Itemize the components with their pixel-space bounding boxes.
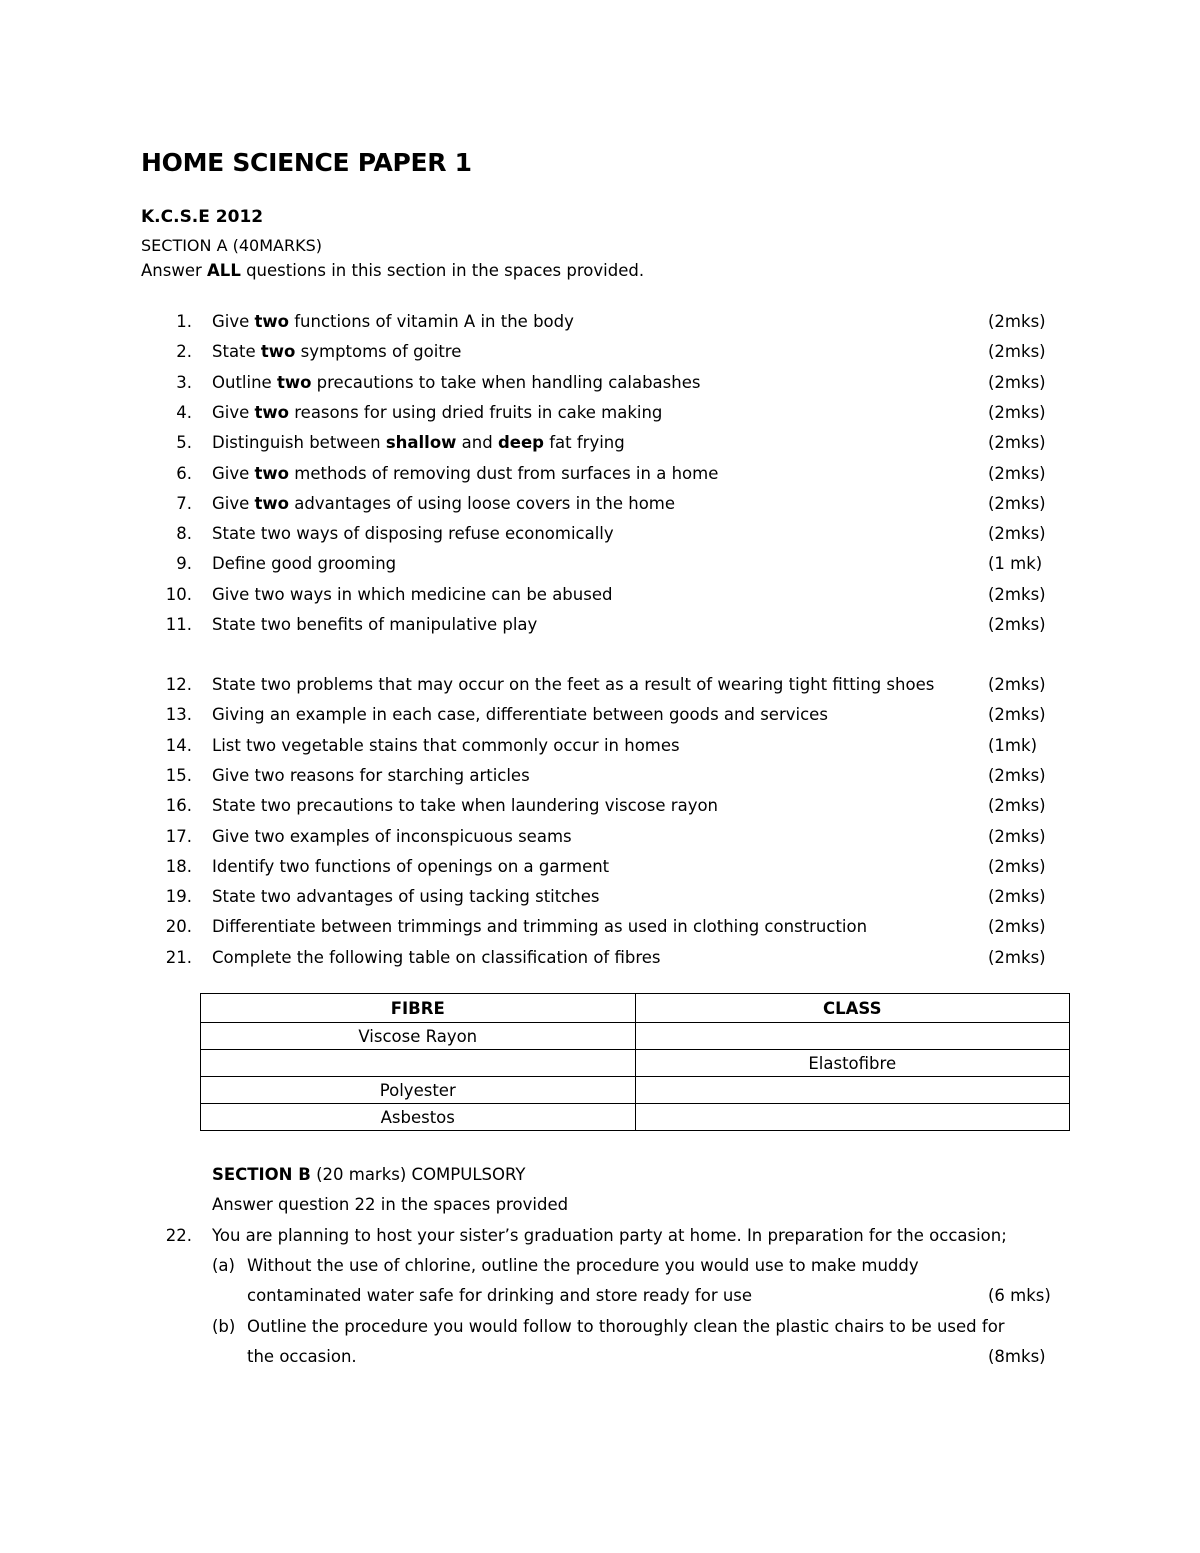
page-title: HOME SCIENCE PAPER 1 [141,148,472,177]
question-text-post: reasons for using dried fruits in cake making [289,402,663,422]
question-text-bold: two [254,493,289,513]
question-text-pre: State two precautions to take when laundering viscose rayon [212,796,719,816]
table-header-row [201,994,1070,1023]
question-marks: (2mks) [988,433,1046,453]
question-text [212,342,461,361]
question-number: 9. [176,554,192,574]
question-text-post: methods of removing dust from surfaces in a home [289,463,719,483]
question-number: 6. [176,463,192,483]
table-cell-class [635,1077,1070,1104]
question-number: 3. [176,372,192,392]
question-marks: (2mks) [988,856,1046,876]
question-number: 8. [176,524,192,544]
question-number: 14. [165,735,192,755]
question-marks: (2mks) [988,826,1046,846]
table-header-fibre: FIBRE [201,994,636,1023]
table-cell-fibre: Viscose Rayon [201,1023,636,1050]
fibre-classification-table [200,993,1070,1131]
question-text-pre: State two advantages of using tacking stitches [212,887,600,907]
question-marks: (2mks) [988,312,1046,331]
question-text-mid: and [456,433,498,453]
question-marks: (2mks) [988,402,1046,422]
question-text [212,433,625,452]
question-marks: (2mks) [988,493,1046,513]
question-text-pre: Give two reasons for starching articles [212,765,530,785]
question-text [212,373,700,392]
section-a-instruction [141,261,644,280]
question-text-pre: Define good grooming [212,554,397,574]
question-marks: (2mks) [988,372,1046,392]
question-item [0,705,1200,729]
question-text-bold2: deep [497,433,544,453]
part-marks: (8mks) [988,1347,1046,1366]
question-marks: (1 mk) [988,554,1043,574]
question-text-post: functions of vitamin A in the body [289,312,574,331]
question-item [0,312,1200,336]
question-item [0,342,1200,366]
question-item [0,857,1200,881]
table-cell-class [635,1023,1070,1050]
table-cell-fibre: Polyester [201,1077,636,1104]
question-item [0,675,1200,699]
question-text [212,857,609,876]
question-number: 22. [165,1226,192,1245]
part-text-line-2: contaminated water safe for drinking and store ready for use [247,1286,753,1305]
question-item [0,433,1200,457]
question-text [212,524,614,543]
question-text [212,312,574,331]
question-text-pre: State two ways of disposing refuse economically [212,524,614,544]
question-text-post: symptoms of goitre [295,342,462,362]
question-number: 4. [176,402,192,422]
question-item [0,403,1200,427]
question-text-pre: Complete the following table on classification of fibres [212,947,661,967]
question-marks: (2mks) [988,887,1046,907]
question-number: 20. [165,917,192,937]
question-text [212,554,396,573]
question-text-pre: List two vegetable stains that commonly occur in homes [212,735,680,755]
question-marks: (2mks) [988,917,1046,937]
table-cell-class: Elastofibre [635,1050,1070,1077]
question-item [0,615,1200,639]
question-text [212,917,867,936]
question-number: 15. [165,765,192,785]
question-item [0,736,1200,760]
question-text-pre: Give [212,402,255,422]
question-text-pre: Distinguish between [212,433,386,453]
question-text [212,766,530,785]
question-marks: (2mks) [988,342,1046,362]
table-cell-fibre: Asbestos [201,1104,636,1131]
question-text-pre: Give two examples of inconspicuous seams [212,826,572,846]
question-text-bold: two [254,402,289,422]
question-text-pre: Giving an example in each case, differentiate between goods and services [212,705,828,725]
question-marks: (2mks) [988,463,1046,483]
part-marks: (6 mks) [988,1286,1051,1305]
question-number: 13. [165,705,192,725]
question-text-post: advantages of using loose covers in the home [289,493,676,513]
question-text-post: fat frying [543,433,625,453]
question-text-pre: Give two ways in which medicine can be abused [212,584,613,604]
exam-name: K.C.S.E 2012 [141,207,264,227]
question-item [0,887,1200,911]
section-b-title: SECTION B [212,1165,311,1184]
question-number: 2. [176,342,192,362]
question-text [212,887,600,906]
question-text-pre: State [212,342,261,362]
question-text [212,403,662,422]
part-text-line-1: Outline the procedure you would follow to thoroughly clean the plastic chairs to be used for [247,1317,1005,1336]
question-marks: (2mks) [988,584,1046,604]
question-number: 19. [165,887,192,907]
question-number: 18. [165,856,192,876]
question-text [212,585,612,604]
instruction-pre: Answer [141,261,208,280]
question-text-pre: Give [212,493,255,513]
question-text-post: precautions to take when handling calabashes [311,372,701,392]
question-text-pre: State two benefits of manipulative play [212,615,538,634]
question-text [212,615,537,634]
question-item [0,554,1200,578]
question-item [0,524,1200,548]
section-a-heading: SECTION A (40MARKS) [141,236,322,255]
section-b-heading [212,1165,525,1184]
section-b-instruction: Answer question 22 in the spaces provided [212,1195,569,1214]
question-number: 10. [165,584,192,604]
question-text [212,736,680,755]
question-number: 7. [176,493,192,513]
question-text [212,796,718,815]
question-item [0,948,1200,972]
question-text [212,675,934,694]
question-number: 12. [165,675,192,694]
question-item [0,766,1200,790]
section-b-title-rest: (20 marks) COMPULSORY [310,1165,526,1184]
part-text-line-2: the occasion. [247,1347,357,1366]
question-text-bold: two [254,312,289,331]
question-text: You are planning to host your sister’s graduation party at home. In preparation for the occasion; [212,1226,1007,1245]
part-label: (a) [212,1256,235,1275]
question-number: 5. [176,433,192,453]
question-marks: (2mks) [988,524,1046,544]
table-row [201,1023,1070,1050]
question-text [212,705,828,724]
table-row [201,1104,1070,1131]
table-cell-fibre [201,1050,636,1077]
question-item [0,494,1200,518]
table-cell-class [635,1104,1070,1131]
question-text-pre: Differentiate between trimmings and trimming as used in clothing construction [212,917,868,937]
table-row [201,1050,1070,1077]
question-text [212,464,718,483]
instruction-bold: ALL [207,261,241,280]
question-text-pre: Identify two functions of openings on a garment [212,856,610,876]
question-marks: (2mks) [988,675,1046,694]
table-header-class: CLASS [635,994,1070,1023]
question-text-pre: Outline [212,372,277,392]
question-number: 16. [165,796,192,816]
question-text [212,494,675,513]
question-marks: (2mks) [988,796,1046,816]
question-text-bold: two [260,342,296,362]
question-marks: (2mks) [988,947,1046,967]
question-item [0,917,1200,941]
part-text-line-1: Without the use of chlorine, outline the procedure you would use to make muddy [247,1256,919,1275]
question-text-pre: Give [212,312,255,331]
question-number: 21. [165,947,192,967]
question-number: 11. [165,615,192,634]
question-text-pre: State two problems that may occur on the feet as a result of wearing tight fitting shoes [212,675,935,694]
question-text [212,827,572,846]
question-item [0,796,1200,820]
question-item [0,585,1200,609]
question-marks: (2mks) [988,705,1046,725]
question-text-bold: two [254,463,289,483]
question-text-bold: shallow [385,433,457,453]
question-item [0,464,1200,488]
question-number: 1. [176,312,192,331]
question-marks: (1mk) [988,735,1038,755]
question-text-bold: two [276,372,312,392]
instruction-post: questions in this section in the spaces provided. [240,261,645,280]
question-marks: (2mks) [988,765,1046,785]
question-text-pre: Give [212,463,255,483]
question-text [212,948,661,967]
table-row [201,1077,1070,1104]
question-marks: (2mks) [988,615,1046,634]
question-item [0,827,1200,851]
question-number: 17. [165,826,192,846]
part-label: (b) [212,1317,236,1336]
question-item [0,373,1200,397]
